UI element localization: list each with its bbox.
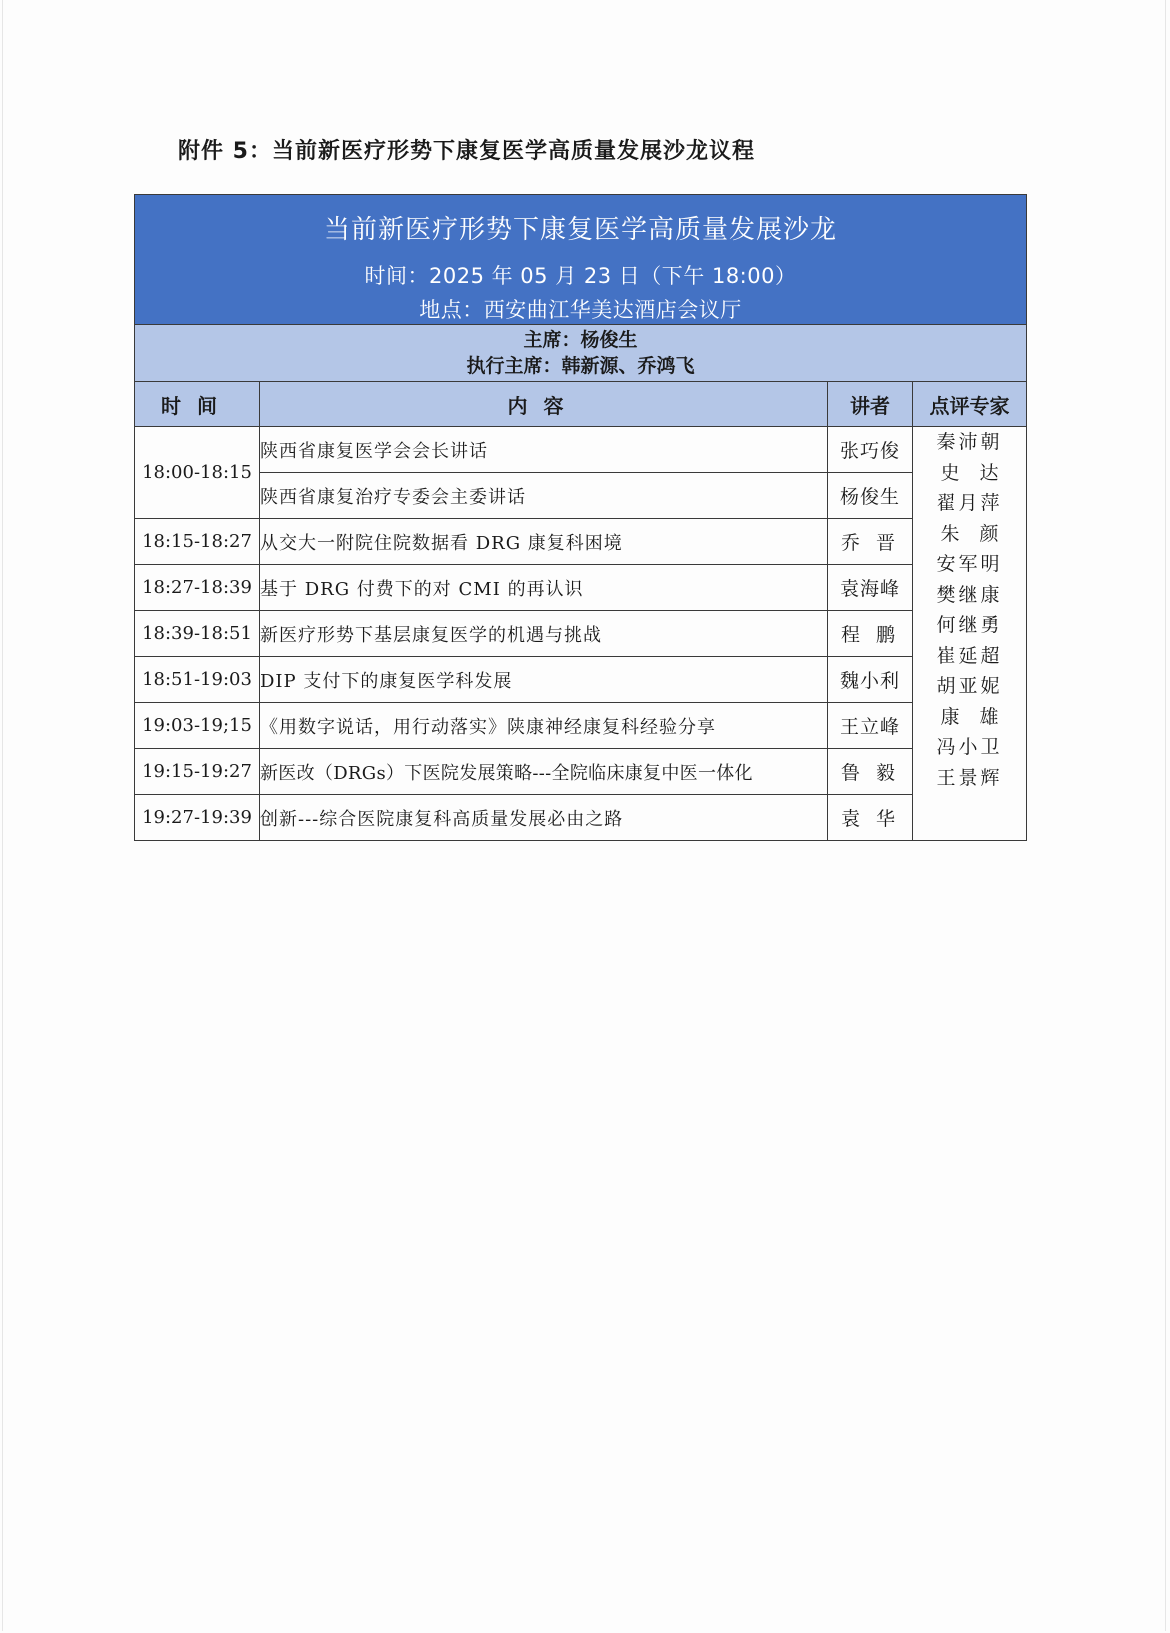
session-row — [135, 795, 1027, 841]
expert-name: 康雄 — [940, 705, 1019, 728]
session-speaker: 程鹏 — [828, 611, 913, 657]
session-time: 18:51-19:03 — [135, 657, 260, 703]
session-time: 19:03-19;15 — [135, 703, 260, 749]
session-row — [135, 565, 1027, 611]
session-speaker: 袁海峰 — [828, 565, 913, 611]
expert-name: 何继勇 — [936, 614, 1003, 636]
expert-name: 冯小卫 — [936, 736, 1003, 758]
session-time: 18:00-18:15 — [135, 427, 260, 519]
session-time: 18:27-18:39 — [135, 565, 260, 611]
agenda-table — [134, 194, 1027, 841]
column-header-speaker: 讲者 — [828, 382, 913, 427]
experts-list — [913, 427, 1027, 841]
session-speaker: 鲁毅 — [828, 749, 913, 795]
expert-name: 安军明 — [936, 553, 1003, 575]
document-heading: 附件 5：当前新医疗形势下康复医学高质量发展沙龙议程 — [178, 139, 755, 164]
session-speaker: 乔晋 — [828, 519, 913, 565]
session-topic: 新医改（DRGs）下医院发展策略---全院临床康复中医一体化 — [260, 749, 828, 795]
column-header-experts: 点评专家 — [913, 382, 1027, 427]
session-row — [135, 657, 1027, 703]
session-speaker: 杨俊生 — [828, 473, 913, 519]
column-header-content: 内容 — [260, 382, 828, 427]
chair-info — [135, 325, 1027, 382]
session-topic: 新医疗形势下基层康复医学的机遇与挑战 — [260, 611, 828, 657]
session-topic: 基于 DRG 付费下的对 CMI 的再认识 — [260, 565, 828, 611]
expert-name: 王景辉 — [936, 766, 1003, 789]
executive-chairmen: 执行主席：韩新源、乔鸿飞 — [466, 355, 695, 377]
session-row — [135, 749, 1027, 795]
session-time: 18:15-18:27 — [135, 519, 260, 565]
session-topic: 创新---综合医院康复科高质量发展必由之路 — [260, 795, 828, 841]
session-speaker: 王立峰 — [828, 703, 913, 749]
expert-name: 樊继康 — [936, 583, 1003, 606]
session-row — [135, 703, 1027, 749]
expert-name: 胡亚妮 — [936, 675, 1003, 697]
session-row — [135, 473, 1027, 519]
session-speaker: 袁华 — [828, 795, 913, 841]
session-time: 19:27-19:39 — [135, 795, 260, 841]
event-location: 地点：西安曲江华美达酒店会议厅 — [419, 298, 742, 322]
event-time: 时间：2025 年 05 月 23 日（下午 18:00） — [364, 264, 797, 288]
expert-name: 翟月萍 — [936, 492, 1003, 514]
session-topic: 陕西省康复医学会会长讲话 — [260, 427, 828, 473]
session-topic: DIP 支付下的康复医学科发展 — [260, 657, 828, 703]
session-row — [135, 519, 1027, 565]
event-title: 当前新医疗形势下康复医学高质量发展沙龙 — [324, 215, 838, 245]
session-speaker: 张巧俊 — [828, 427, 913, 473]
session-time: 18:39-18:51 — [135, 611, 260, 657]
column-header-time: 时间 — [135, 382, 260, 427]
expert-name: 崔延超 — [936, 644, 1003, 667]
session-speaker: 魏小利 — [828, 657, 913, 703]
session-time: 19:15-19:27 — [135, 749, 260, 795]
session-row — [135, 427, 1027, 473]
expert-name: 秦沛朝 — [936, 431, 1003, 453]
session-topic: 《用数字说话，用行动落实》陕康神经康复科经验分享 — [260, 703, 828, 749]
expert-name: 史达 — [940, 461, 1019, 484]
session-row — [135, 611, 1027, 657]
expert-name: 朱颜 — [940, 522, 1019, 545]
event-header — [135, 195, 1027, 325]
session-topic: 陕西省康复治疗专委会主委讲话 — [260, 473, 828, 519]
chairman: 主席：杨俊生 — [523, 329, 638, 351]
session-topic: 从交大一附院住院数据看 DRG 康复科困境 — [260, 519, 828, 565]
